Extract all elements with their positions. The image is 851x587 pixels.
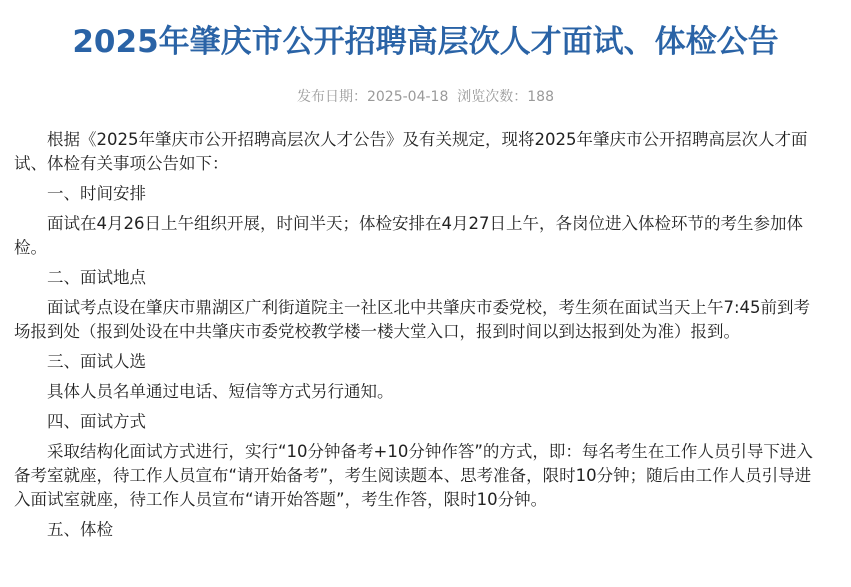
paragraph-location: 面试考点设在肇庆市鼎湖区广利街道院主一社区北中共肇庆市委党校，考生须在面试当天上午7:45前到考场报到处（报到处设在中共肇庆市委党校教学楼一楼大堂入口，报到时间以到达报到处为准）报到。 <box>14 298 811 341</box>
paragraph-schedule: 面试在4月26日上午组织开展，时间半天；体检安排在4月27日上午，各岗位进入体检环节的考生参加体检。 <box>14 214 803 257</box>
view-count: 188 <box>527 89 554 105</box>
article-title: 2025年肇庆市公开招聘高层次人才面试、体检公告 <box>72 24 779 60</box>
section-heading-medical: 五、体检 <box>47 520 113 539</box>
section-heading-schedule: 一、时间安排 <box>47 184 146 203</box>
publish-date-label: 发布日期： <box>296 89 367 105</box>
paragraph-intro: 根据《2025年肇庆市公开招聘高层次人才公告》及有关规定，现将2025年肇庆市公开招聘高层次人才面试、体检有关事项公告如下： <box>14 130 808 173</box>
article-meta <box>0 87 851 107</box>
paragraph-candidates: 具体人员名单通过电话、短信等方式另行通知。 <box>47 382 394 401</box>
paragraph-method: 采取结构化面试方式进行，实行“10分钟备考+10分钟作答”的方式，即：每名考生在工作人员引导下进入备考室就座，待工作人员宣布“请开始备考”，考生阅读题本、思考准备，限时10分钟；随后由工作人员引导进入面试室就座，待工作人员宣布“请开始答题”，考生作答，限时10分钟。 <box>14 442 813 509</box>
section-heading-method: 四、面试方式 <box>47 412 146 431</box>
publish-date: 2025-04-18 <box>366 89 449 105</box>
section-heading-candidates: 三、面试人选 <box>47 352 146 371</box>
article-body <box>14 128 826 542</box>
view-count-label: 浏览次数： <box>457 89 528 105</box>
section-heading-location: 二、面试地点 <box>47 268 146 287</box>
